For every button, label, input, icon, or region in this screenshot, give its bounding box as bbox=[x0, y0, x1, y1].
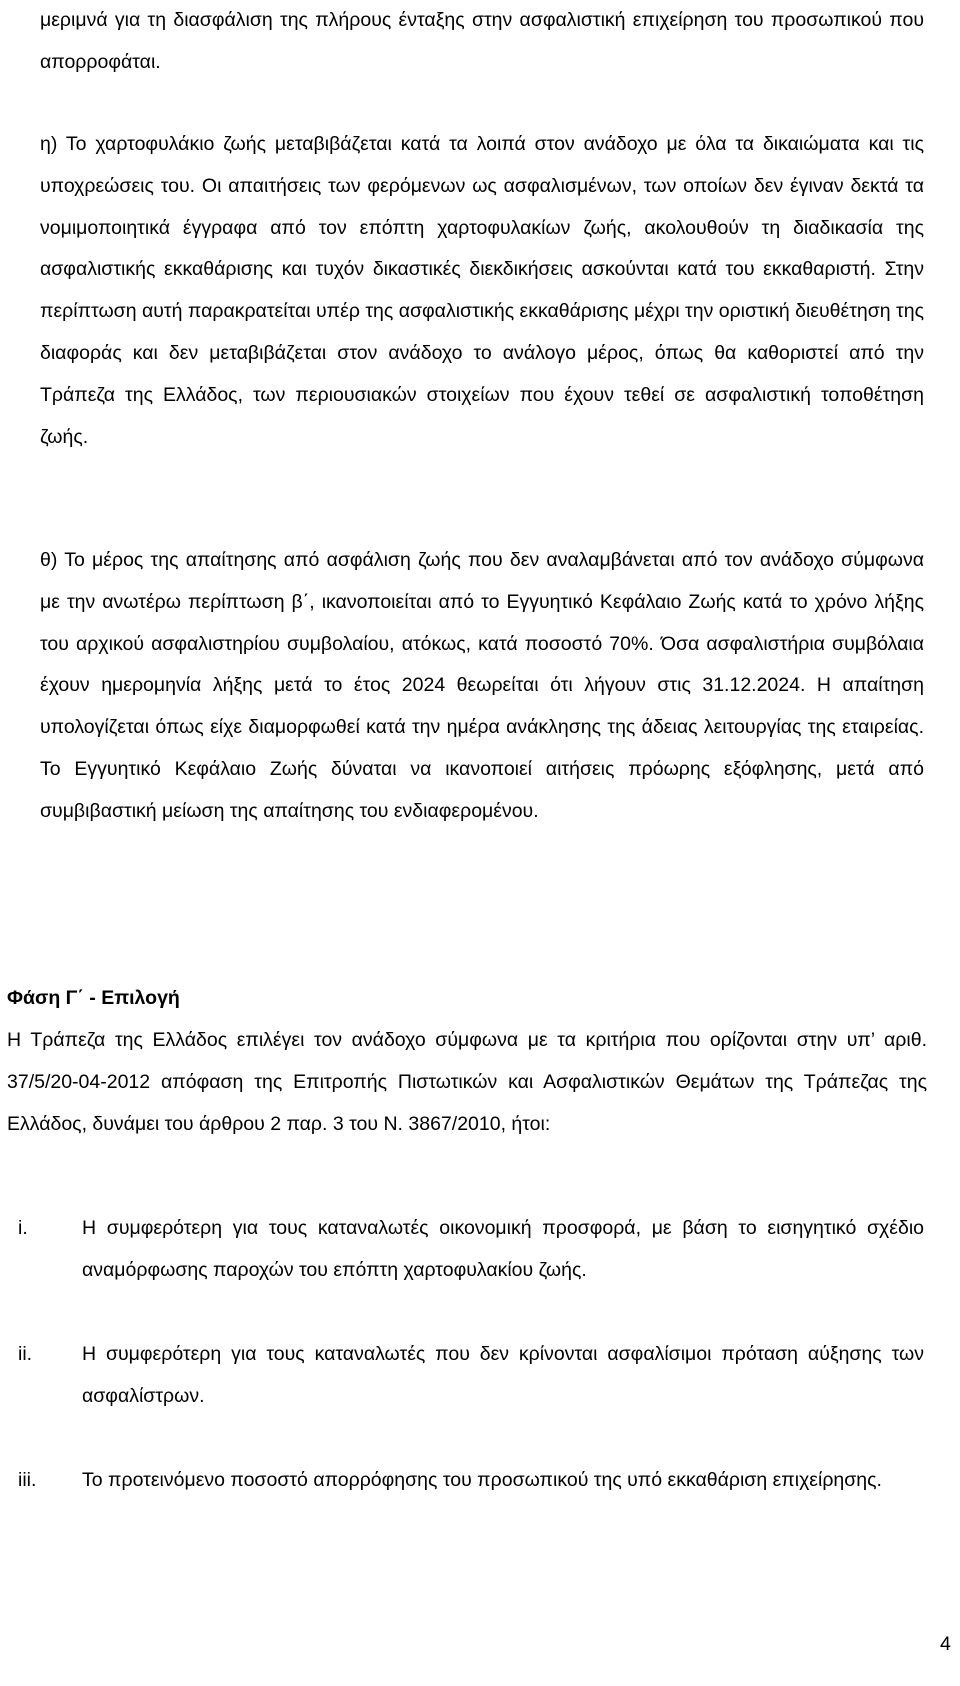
criteria-item-number: ii. bbox=[18, 1343, 33, 1365]
paragraph-intro: μεριμνά για τη διασφάλιση της πλήρους ένταξης στην ασφαλιστική επιχείρηση του προσωπικού που απορροφάται. bbox=[40, 9, 924, 73]
section-paragraph: Η Τράπεζα της Ελλάδος επιλέγει τον ανάδοχο σύμφωνα με τα κριτήρια που ορίζονται στην υπ’ αριθ. 37/5/20-04-2012 απόφαση της Επιτροπής Πιστωτικών και Ασφαλιστικών Θεμάτων της Τράπεζας της Ελλάδος, δυνάμει του άρθρου 2 παρ. 3 του Ν. 3867/2010, ήτοι: bbox=[7, 1029, 927, 1135]
criteria-item-number: i. bbox=[18, 1217, 28, 1239]
paragraph-eta: η) Το χαρτοφυλάκιο ζωής μεταβιβάζεται κατά τα λοιπά στον ανάδοχο με όλα τα δικαιώματα και τις υποχρεώσεις του. Οι απαιτήσεις των φερόμενων ως ασφαλισμένων, των οποίων δεν έγιναν δεκτά τα νομιμοποιητικά έγγραφα από τον επόπτη χαρτοφυλακίων ζωής, ακολουθούν τη διαδικασία της ασφαλιστικής εκκαθάρισης και τυχόν δικαστικές διεκδικήσεις ασκούνται κατά του εκκαθαριστή. Στην περίπτωση αυτή παρακρατείται υπέρ της ασφαλιστικής εκκαθάρισης μέχρι την οριστική διευθέτηση της διαφοράς και δεν μεταβιβάζεται στον ανάδοχο το ανάλογο μέρος, όπως θα καθοριστεί από την Τράπεζα της Ελλάδος, των περιουσιακών στοιχείων που έχουν τεθεί σε ασφαλιστική τοποθέτηση ζωής. bbox=[40, 133, 924, 448]
paragraph-theta: θ) Το μέρος της απαίτησης από ασφάλιση ζωής που δεν αναλαμβάνεται από τον ανάδοχο σύμφωνα με την ανωτέρω περίπτωση β΄, ικανοποιείται από το Εγγυητικό Κεφάλαιο Ζωής κατά το χρόνο λήξης του αρχικού ασφαλιστηρίου συμβολαίου, ατόκως, κατά ποσοστό 70%. Όσα ασφαλιστήρια συμβόλαια έχουν ημερομηνία λήξης μετά το έτος 2024 θεωρείται ότι λήγουν στις 31.12.2024. Η απαίτηση υπολογίζεται όπως είχε διαμορφωθεί κατά την ημέρα ανάκλησης της άδειας λειτουργίας της εταιρείας. Το Εγγυητικό Κεφάλαιο Ζωής δύναται να ικανοποιεί αιτήσεις πρόωρης εξόφλησης, μετά από συμβιβαστική μείωση της απαίτησης του ενδιαφερομένου. bbox=[40, 549, 924, 822]
section-heading: Φάση Γ΄ - Επιλογή bbox=[7, 987, 180, 1009]
criteria-item-text: Η συμφερότερη για τους καταναλωτές που δεν κρίνονται ασφαλίσιμοι πρόταση αύξησης των ασφαλίστρων. bbox=[82, 1343, 924, 1407]
criteria-item-number: iii. bbox=[18, 1469, 37, 1491]
page-number: 4 bbox=[940, 1633, 951, 1655]
criteria-item-text: Η συμφερότερη για τους καταναλωτές οικονομική προσφορά, με βάση το εισηγητικό σχέδιο αναμόρφωσης παροχών του επόπτη χαρτοφυλακίου ζωής. bbox=[82, 1217, 924, 1281]
criteria-item-text: Το προτεινόμενο ποσοστό απορρόφησης του προσωπικού της υπό εκκαθάριση επιχείρησης. bbox=[82, 1469, 882, 1491]
